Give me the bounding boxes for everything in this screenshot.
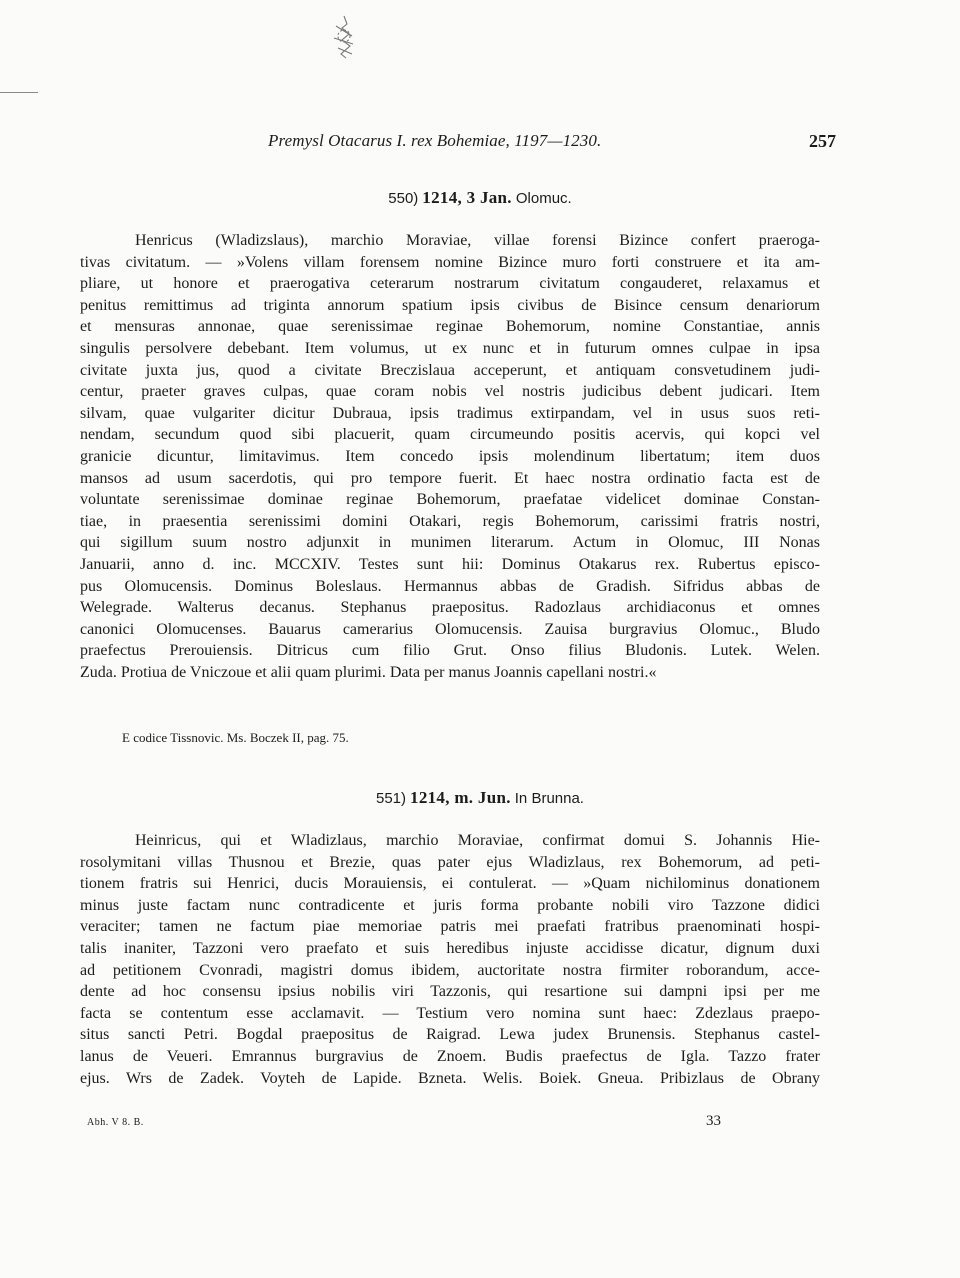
running-title: Premysl Otacarus I. rex Bohemiae, 1197—1230. [268,131,602,150]
text-line: mansos ad usum sacerdotis, qui pro tempore fuerit. Et haec nostra ordinatio facta est de [80,469,820,487]
text-line: penitus remittimus ad triginta annorum spatium ipsis civibus de Bisince censum denariorum [80,296,820,314]
source-note: E codice Tissnovic. Ms. Boczek II, pag. 75. [122,730,349,745]
text-line: civitate juxta jus, quod a civitate Breczislaua acceperunt, et antiquam consvetudinem judi- [80,361,820,379]
document-place: In Brunna. [514,790,584,807]
text-line: minus juste factam nunc contradicente et juris forma probante nobili viro Tazzone didici [80,896,820,914]
text-line: pliare, ut honore et praerogativa ceterarum nostrarum civitatum congauderet, relaxamus et [80,275,820,293]
text-line: veraciter; tamen ne factum piae memoriae patris mei praefati fratribus praenominati hospi- [80,918,820,936]
text-line: ad petitionem Cvonradi, magistri domus ibidem, auctoritate nostra firmiter roborandum, acce- [80,961,820,979]
text-line: lanus de Veueri. Emrannus burgravius de Znoem. Budis praefectus de Igla. Tazzo frater [80,1047,820,1065]
text-line: Welegrade. Walterus decanus. Stephanus praepositus. Radozlaus archidiaconus et omnes [80,599,820,617]
text-line: voluntate serenissimae dominae reginae Bohemorum, praefatae videlicet dominae Constan- [80,491,820,509]
scan-mark [0,92,38,93]
text-line: Heinricus, qui et Wladizlaus, marchio Moraviae, confirmat domui S. Johannis Hie- [135,832,820,849]
document-number: 551) [376,790,407,807]
text-line: Januarii, anno d. inc. MCCXIV. Testes sunt hii: Dominus Otakarus rex. Rubertus episco- [80,555,820,573]
text-line: pus Olomucensis. Dominus Boleslaus. Hermannus abbas de Gradish. Sifridus abbas de [80,577,820,595]
text-line: et mensuras annonae, quae serenissimae reginae Bohemorum, nomine Constantiae, annis [80,318,820,336]
document-body-551 [80,830,820,1089]
text-line: tivas civitatum. — »Volens villam forensem nomine Bizince muro forti construere et ita am- [80,253,820,271]
document-heading-550 [0,188,960,208]
text-line: qui sigillum suum nostro adjunxit in munimen literarum. Actum in Olomuc, III Nonas [80,534,820,552]
document-number: 550) [388,190,419,207]
text-line: dente ad hoc consensu ipsius nobilis viri Tazzonis, qui resartione sui dampni ipsi per me [80,983,820,1001]
sheet-number: 33 [706,1113,721,1129]
sheet-signature: Abh. V 8. B. [87,1117,144,1128]
text-line: Zuda. Protiua de Vniczoue et alii quam plurimi. Data per manus Joannis capellani nostri.« [80,663,657,681]
text-line: Henricus (Wladizslaus), marchio Moraviae, villae forensi Bizince confert praeroga- [135,232,820,249]
document-date: 1214, m. Jun. [410,788,511,807]
text-line: granicie dicuntur, limitavimus. Item concedo ipsis molendinum libertatum; item duos [80,447,820,465]
page-number: 257 [809,131,836,151]
text-line: tionem fratris sui Henrici, ducis Morauiensis, ei contulerat. — »Quam nichilominus donationem [80,875,820,893]
text-line: talis inaniter, Tazzoni vero praefato et suis heredibus injuste accidisse dicatur, dignum duxi [80,939,820,957]
document-date: 1214, 3 Jan. [422,188,512,207]
text-line: ejus. Wrs de Zadek. Voyteh de Lapide. Bzneta. Welis. Boiek. Gneua. Pribizlaus de Obrany [80,1069,820,1087]
document-body-550 [80,230,820,683]
text-line: nendam, secundum quod sibi placuerit, quam circumeundo positis acervis, qui kopci vel [80,426,820,444]
library-stamp-icon [322,14,364,60]
text-line: canonici Olomucenses. Bauarus camerarius Olomucensis. Zauisa burgravius Olomuc., Bludo [80,620,820,638]
text-line: silvam, quae vulgariter dicitur Dubraua, ipsis tradimus extirpandam, vel in usus suos reti- [80,404,820,422]
page-footer [87,1113,727,1135]
text-line: facta se contentum esse acclamavit. — Testium vero nomina sunt haec: Zdezlaus praepo- [80,1004,820,1022]
text-line: centur, praeter graves culpas, quae coram nobis vel nostris judicibus debent judicari. Item [80,383,820,401]
running-header [252,131,836,161]
text-line: situs sancti Petri. Bogdal praepositus de Raigrad. Lewa judex Brunensis. Stephanus castel- [80,1026,820,1044]
text-line: praefectus Prerouiensis. Ditricus cum filio Grut. Onso filius Bludonis. Lutek. Welen. [80,642,820,660]
text-line: singulis persolvere debebant. Item volumus, ut ex nunc et in futurum omnes culpae in ipsa [80,339,820,357]
document-heading-551 [0,788,960,808]
text-line: tiae, in praesentia serenissimi domini Otakari, regis Bohemorum, carissimi fratris nostri, [80,512,820,530]
document-place: Olomuc. [515,190,572,207]
text-line: rosolymitani villas Thusnou et Brezie, quas pater ejus Wladizlaus, rex Bohemorum, ad peti- [80,853,820,871]
